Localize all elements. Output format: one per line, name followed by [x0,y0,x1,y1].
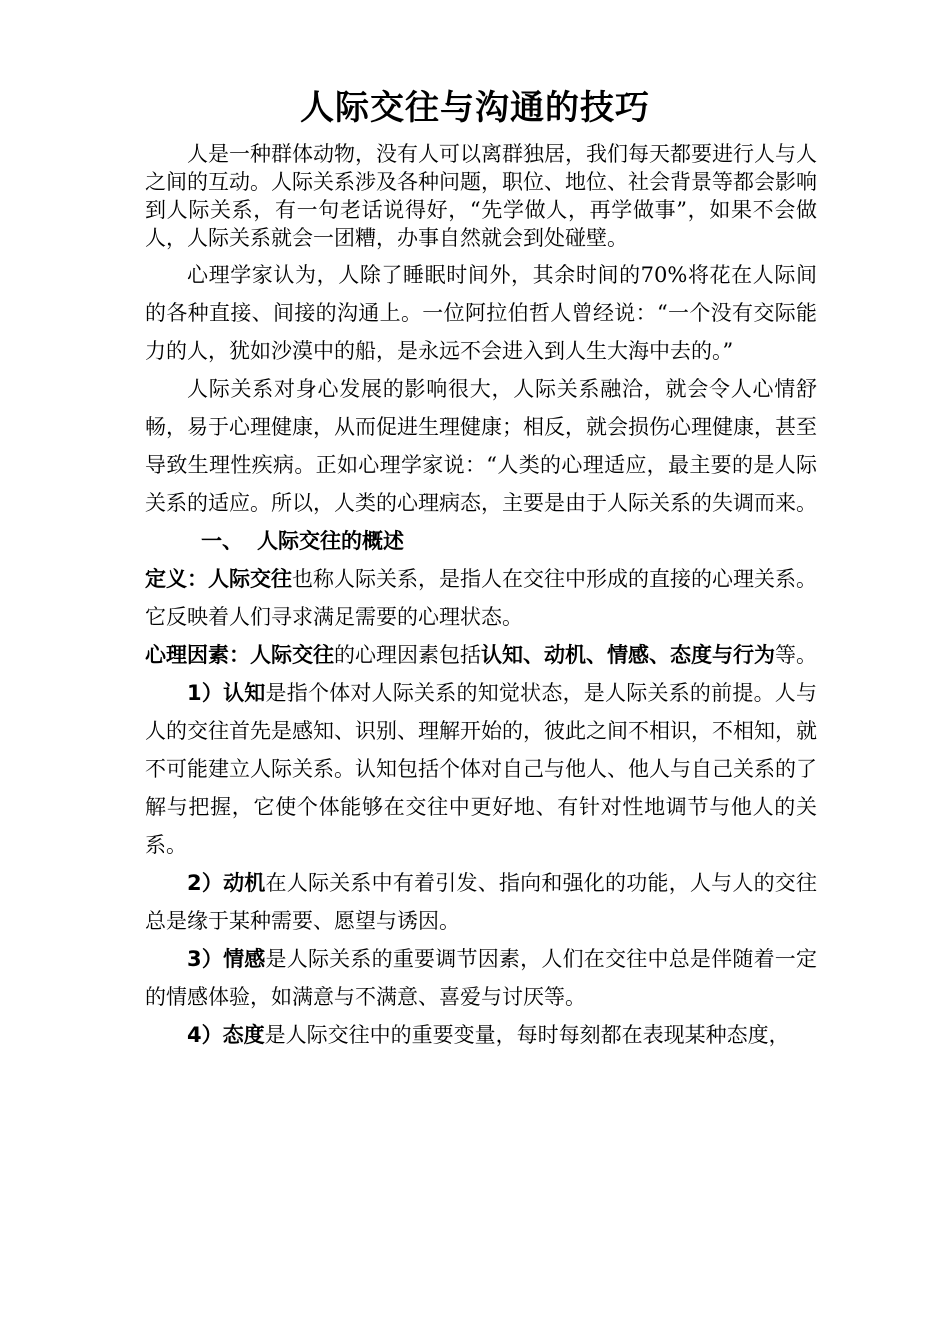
factors-term: 人际交往 [250,643,334,667]
factor-item-emotion [145,940,817,1016]
definition-label: 定义： [145,567,208,591]
definition-text: 也称人际关系，是指人在交往中形成的直接的心理关系。它反映着人们寻求满足需要的心理状态。 [145,567,817,629]
factor-item-term: 态度 [222,1023,265,1047]
factor-item-cognition [145,674,817,864]
intro-paragraph-2: 心理学家认为，人除了睡眠时间外，其余时间的70%将花在人际间的各种直接、间接的沟通上。一位阿拉伯哲人曾经说：“一个没有交际能力的人，犹如沙漠中的船，是永远不会进入到人生大海中去的。” [145,263,817,363]
intro-paragraph-3: 人际关系对身心发展的影响很大，人际关系融洽，就会令人心情舒畅，易于心理健康，从而促进生理健康；相反，就会损伤心理健康，甚至导致生理性疾病。正如心理学家说：“人类的心理适应，最主要的是人际关系的适应。所以，人类的心理病态，主要是由于人际关系的失调而来。 [145,377,817,515]
factor-item-text: 是指个体对人际关系的知觉状态，是人际关系的前提。人与人的交往首先是感知、识别、理解开始的，彼此之间不相识，不相知，就不可能建立人际关系。认知包括个体对自己与他人、他人与自己关系的了解与把握，它使个体能够在交往中更好地、有针对性地调节与他人的关系。 [145,681,818,857]
factor-item-number: 4） [187,1023,223,1047]
factor-item-term: 认知 [223,681,266,705]
intro-paragraph-1: 人是一种群体动物，没有人可以离群独居，我们每天都要进行人与人之间的互动。人际关系涉及各种问题，职位、地位、社会背景等都会影响到人际关系，有一句老话说得好，“先学做人，再学做事”，如果不会做人，人际关系就会一团糟，办事自然就会到处碰壁。 [145,142,817,250]
document-body [145,140,817,1054]
factor-item-number: 3） [187,947,224,971]
factor-item-text: 在人际关系中有着引发、指向和强化的功能，人与人的交往总是缘于某种需要、愿望与诱因。 [145,871,818,933]
factors-bold-list: 认知、动机、情感、态度与行为 [481,643,775,667]
factor-item-text: 是人际关系的重要调节因素，人们在交往中总是伴随着一定的情感体验，如满意与不满意、喜爱与讨厌等。 [145,947,818,1009]
factor-item-term: 动机 [223,871,266,895]
factors-paragraph [145,636,817,674]
section-number: 一、 [201,529,243,553]
factor-item-motivation [145,864,817,940]
factor-item-term: 情感 [223,947,266,971]
definition-term: 人际交往 [208,567,292,591]
document-title: 人际交往与沟通的技巧 [300,88,650,128]
factors-label: 心理因素： [145,643,250,667]
definition-paragraph [145,560,817,636]
factor-item-number: 1） [187,681,224,705]
factors-text-before: 的心理因素包括 [334,643,481,667]
factor-item-number: 2） [187,871,224,895]
factors-text-after: 等。 [775,643,817,667]
section-heading-text: 人际交往的概述 [257,529,404,553]
section-heading [145,522,817,560]
factor-item-attitude [145,1016,817,1054]
factor-item-text: 是人际交往中的重要变量，每时每刻都在表现某种态度， [264,1023,790,1047]
